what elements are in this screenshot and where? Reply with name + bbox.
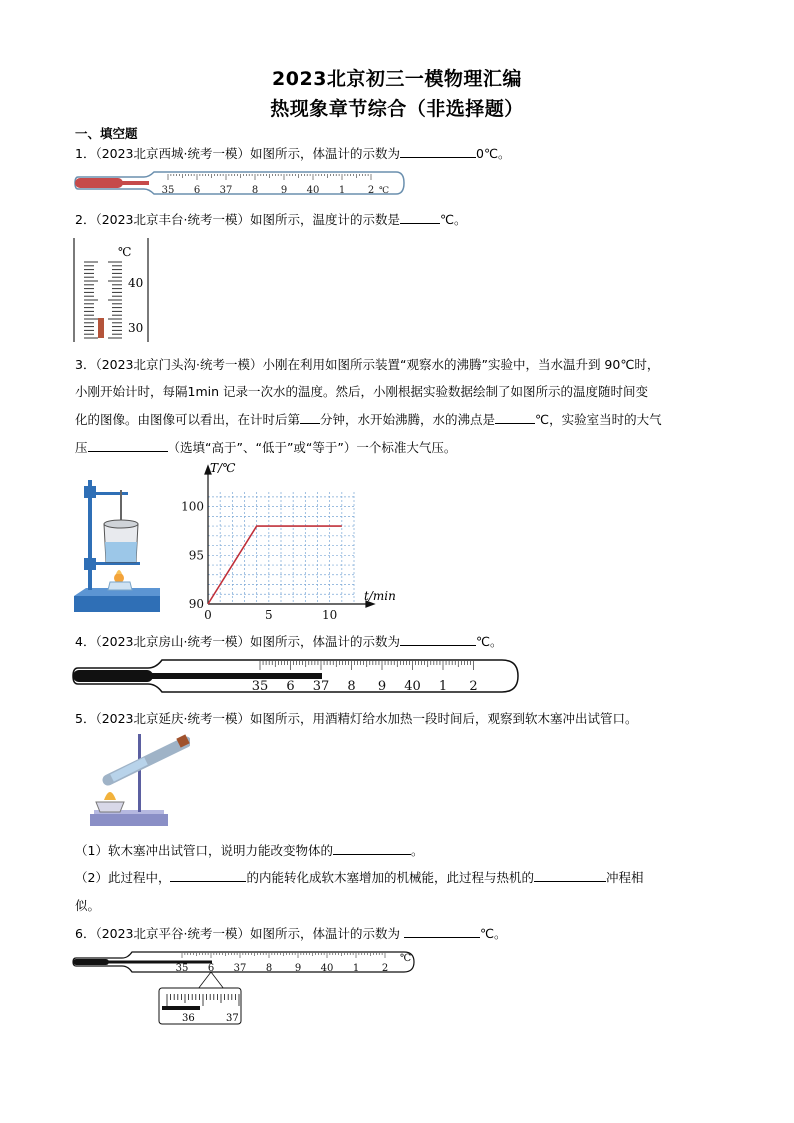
question-6-text: 6．（2023北京平谷·统考一模）如图所示，体温计的示数为 [75, 926, 400, 941]
test-tube-apparatus-figure [90, 730, 190, 830]
thermometer-figure-2 [72, 236, 156, 344]
question-5-sub-1 [75, 841, 423, 859]
question-3-line-4 [75, 438, 456, 456]
x-tick-label: 5 [265, 608, 273, 622]
question-5-text: 冲程相 [605, 870, 644, 885]
unit-label: ℃ [118, 245, 132, 259]
y-axis-label: T/℃ [210, 462, 236, 475]
q1-scale-label: 35 [161, 185, 175, 196]
question-3-text: 分钟，水开始沸腾，水的沸点是 [320, 412, 496, 427]
q6-scale-label: 35 [175, 963, 189, 974]
question-4-suffix: ℃。 [476, 634, 503, 649]
q6-scale-label: 9 [294, 963, 302, 974]
zoom-label-37: 37 [226, 1013, 239, 1024]
clinical-thermometer-figure-4 [72, 656, 520, 696]
q4-scale-label: 2 [469, 679, 478, 694]
answer-blank[interactable] [400, 145, 476, 158]
question-1 [75, 144, 511, 162]
q6-scale-label: 8 [265, 963, 273, 974]
question-3-line-2: 小刚开始计时，每隔1min 记录一次水的温度。然后，小刚根据实验数据绘制了如图所示的温度随时间变 [75, 384, 648, 399]
question-5: 5．（2023北京延庆·统考一模）如图所示，用酒精灯给水加热一段时间后，观察到软木塞冲出试管口。 [75, 711, 638, 726]
question-1-text: 1．（2023北京西城·统考一模）如图所示，体温计的示数为 [75, 146, 400, 161]
q4-scale-label: 35 [251, 679, 269, 694]
answer-blank[interactable] [400, 211, 440, 224]
q4-scale-label: 1 [438, 679, 448, 694]
q1-scale-label: 8 [251, 185, 259, 196]
q1-scale-label: 40 [306, 185, 320, 196]
q1-scale-label: 37 [219, 185, 233, 196]
tick-label-30: 30 [128, 321, 144, 335]
q4-scale-label: 40 [404, 679, 421, 694]
q6-scale-label: 37 [233, 963, 247, 974]
q4-scale-label: 8 [347, 679, 356, 694]
temperature-time-chart [176, 462, 406, 622]
x-tick-label: 10 [322, 608, 338, 622]
question-5-sub-2 [75, 868, 644, 886]
unit-label: ℃ [378, 186, 390, 196]
question-3-text: 压 [75, 440, 88, 455]
question-5-text: 的内能转化成软木塞增加的机械能，此过程与热机的 [246, 870, 534, 885]
x-tick-label: 0 [204, 608, 212, 622]
answer-blank[interactable] [300, 411, 320, 424]
question-3-text: ℃，实验室当时的大气 [535, 412, 662, 427]
boiling-apparatus-figure [72, 474, 164, 616]
question-6 [75, 924, 507, 942]
answer-blank[interactable] [404, 925, 480, 938]
question-6-suffix: ℃。 [479, 926, 507, 941]
question-3-text: 化的图像。由图像可以看出，在计时后第 [75, 412, 301, 427]
section-heading: 一、填空题 [75, 126, 138, 141]
q1-scale-label: 6 [193, 185, 201, 196]
question-4 [75, 632, 503, 650]
y-tick-label: 100 [181, 499, 204, 514]
q6-scale-label: 6 [207, 963, 215, 974]
q6-scale-label: 1 [352, 963, 360, 974]
y-tick-label: 90 [188, 597, 204, 611]
tick-label-40: 40 [128, 276, 144, 290]
answer-blank[interactable] [400, 633, 476, 646]
question-5-text: （1）软木塞冲出试管口，说明力能改变物体的 [75, 843, 333, 858]
page-subtitle: 热现象章节综合（非选择题） [270, 98, 524, 120]
q4-scale-label: 37 [312, 679, 330, 694]
y-tick-label: 95 [188, 548, 204, 563]
q1-scale-label: 2 [367, 185, 375, 196]
answer-blank[interactable] [534, 869, 606, 882]
answer-blank[interactable] [170, 869, 246, 882]
question-3-line-3 [75, 410, 662, 428]
clinical-thermometer-figure-6 [72, 948, 418, 1028]
question-5-text: （2）此过程中， [75, 870, 171, 885]
unit-label: ℃ [400, 953, 412, 964]
q4-scale-label: 9 [377, 679, 387, 694]
q1-scale-label: 9 [280, 185, 288, 196]
question-3-text: （选填“高于”、“低于”或“等于”）一个标准大气压。 [167, 440, 457, 455]
q4-scale-label: 6 [286, 679, 295, 694]
answer-blank[interactable] [333, 842, 411, 855]
question-2-suffix: ℃。 [440, 212, 467, 227]
question-5-sub-2-cont: 似。 [75, 898, 101, 913]
q1-scale-label: 1 [338, 185, 346, 196]
zoom-label-36: 36 [182, 1013, 195, 1024]
q6-scale-label: 40 [320, 963, 334, 974]
answer-blank[interactable] [88, 439, 168, 452]
question-3-line-1: 3．（2023北京门头沟·统考一模）小刚在利用如图所示装置“观察水的沸腾”实验中，当水温升到 90℃时， [75, 357, 660, 372]
clinical-thermometer-figure-1 [74, 168, 406, 198]
question-5-text: 。 [410, 843, 424, 858]
question-1-suffix: 0℃。 [476, 146, 511, 161]
question-2 [75, 210, 467, 228]
answer-blank[interactable] [495, 411, 535, 424]
page-title: 2023北京初三一模物理汇编 [272, 68, 522, 90]
x-axis-label: t/min [364, 589, 396, 603]
q6-scale-label: 2 [381, 963, 389, 974]
question-4-text: 4．（2023北京房山·统考一模）如图所示，体温计的示数为 [75, 634, 400, 649]
question-2-text: 2．（2023北京丰台·统考一模）如图所示，温度计的示数是 [75, 212, 400, 227]
